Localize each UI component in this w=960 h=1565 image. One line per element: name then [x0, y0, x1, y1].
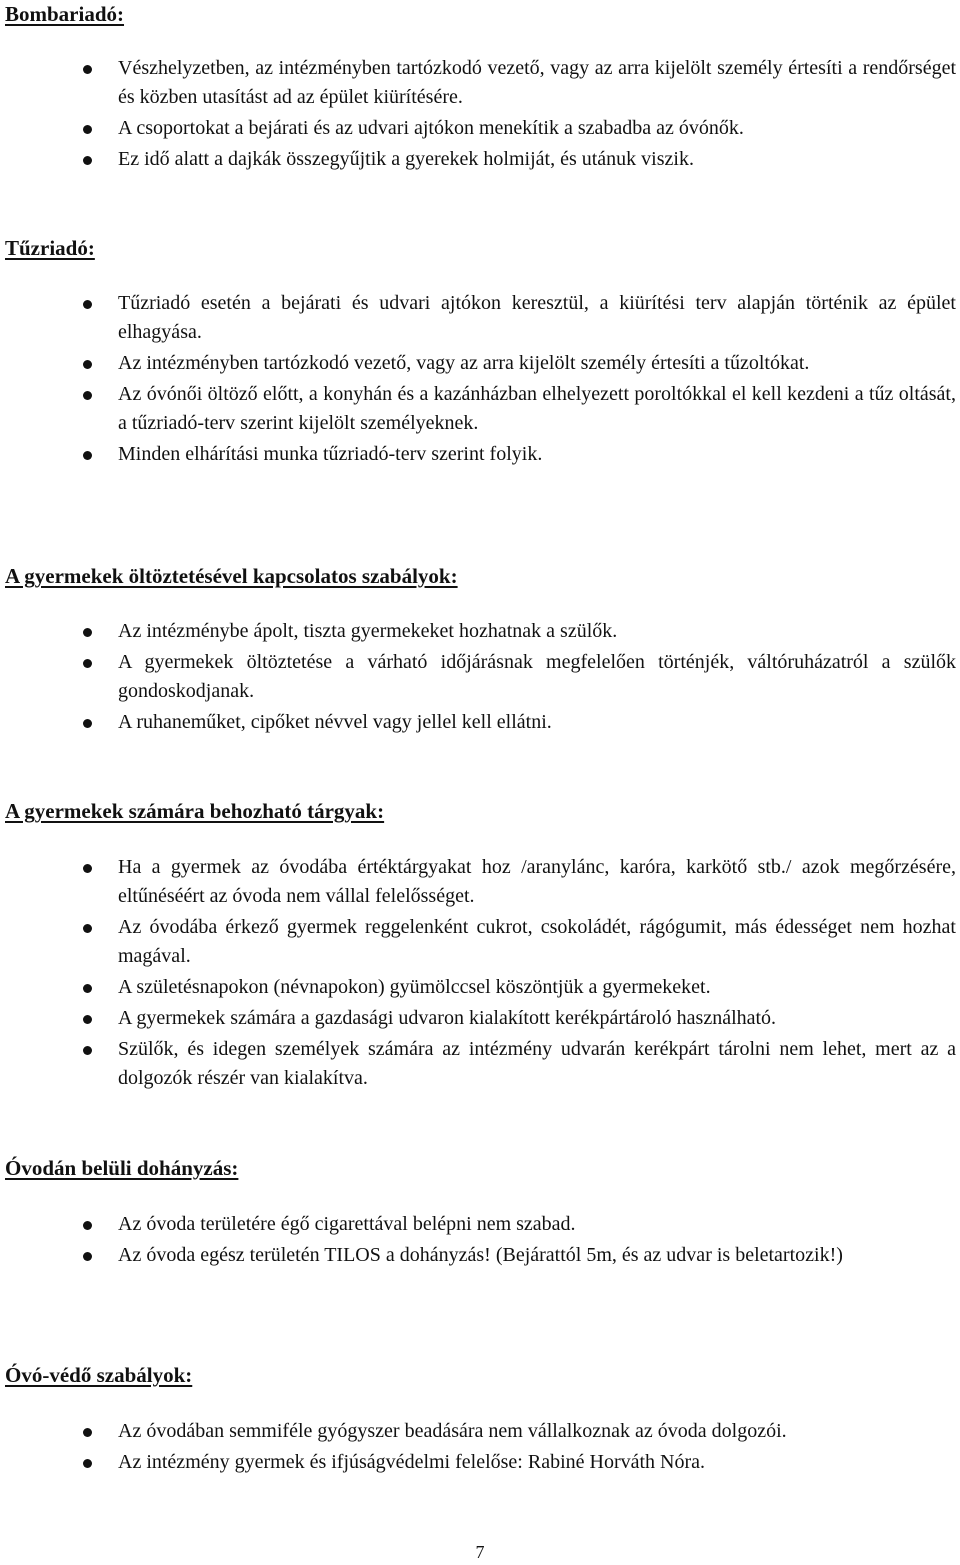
list-item: A gyermekek öltöztetése a várható időjárásnak megfelelően történjék, váltóruházatról a szülők gondoskodjanak.: [118, 648, 956, 706]
bullet-icon: [83, 864, 92, 873]
bullet-icon: [83, 924, 92, 933]
list-item: A csoportokat a bejárati és az udvari ajtókon menekítik a szabadba az óvónők.: [118, 114, 956, 143]
section-title-dohanyzas: Óvodán belüli dohányzás:: [5, 1156, 239, 1180]
list-item: Ez idő alatt a dajkák összegyűjtik a gyerekek holmiját, és utánuk viszik.: [118, 145, 956, 174]
bullet-icon: [83, 125, 92, 134]
list-item: Az óvoda egész területén TILOS a dohányzás! (Bejárattól 5m, és az udvar is beletartozik!): [118, 1241, 956, 1270]
bullet-icon: [83, 659, 92, 668]
bullet-icon: [83, 1015, 92, 1024]
section-title-tuzriado: Tűzriadó:: [5, 236, 95, 260]
bullet-icon: [83, 1046, 92, 1055]
section-title-bombariado: Bombariadó:: [5, 2, 125, 26]
list-item: Az óvónői öltöző előtt, a konyhán és a kazánházban elhelyezett poroltókkal el kell kezdeni a tűz oltását, a tűzriadó-terv szerint kijelölt személyeknek.: [118, 380, 956, 438]
list-item: Vészhelyzetben, az intézményben tartózkodó vezető, vagy az arra kijelölt személy értesíti a rendőrséget és közben utasítást ad az épület kiürítésére.: [118, 54, 956, 112]
list-item: Az intézménybe ápolt, tiszta gyermekeket hozhatnak a szülők.: [118, 617, 956, 646]
bullet-icon: [83, 984, 92, 993]
list-item: Tűzriadó esetén a bejárati és udvari ajtókon keresztül, a kiürítési terv alapján történik az épület elhagyása.: [118, 289, 956, 347]
list-item: A gyermekek számára a gazdasági udvaron kialakított kerékpártároló használható.: [118, 1004, 956, 1033]
bullet-icon: [83, 360, 92, 369]
bullet-icon: [83, 300, 92, 309]
bullet-icon: [83, 451, 92, 460]
bullet-icon: [83, 1428, 92, 1437]
list-item: Minden elhárítási munka tűzriadó-terv szerint folyik.: [118, 440, 956, 469]
bullet-list-bombariado: [0, 54, 960, 176]
bullet-icon: [83, 1221, 92, 1230]
bullet-icon: [83, 156, 92, 165]
section-title-ovo-vedo: Óvó-védő szabályok:: [5, 1363, 193, 1387]
page-number: 7: [475, 1542, 485, 1562]
bullet-icon: [83, 1252, 92, 1261]
bullet-list-oltoztetes: [0, 617, 960, 739]
bullet-icon: [83, 628, 92, 637]
list-item: Az óvodába érkező gyermek reggelenként cukrot, csokoládét, rágógumit, más édességet nem hozhat magával.: [118, 913, 956, 971]
bullet-list-ovo-vedo: [0, 1417, 960, 1479]
section-title-behozhato-targyak: A gyermekek számára behozható tárgyak:: [5, 799, 385, 823]
list-item: A ruhaneműket, cipőket névvel vagy jellel kell ellátni.: [118, 708, 956, 737]
list-item: Az óvoda területére égő cigarettával belépni nem szabad.: [118, 1210, 956, 1239]
bullet-list-tuzriado: [0, 289, 960, 471]
section-title-oltoztetes: A gyermekek öltöztetésével kapcsolatos szabályok:: [5, 564, 458, 588]
list-item: Az intézmény gyermek és ifjúságvédelmi felelőse: Rabiné Horváth Nóra.: [118, 1448, 956, 1477]
list-item: Szülők, és idegen személyek számára az intézmény udvarán kerékpárt tárolni nem lehet, mert az a dolgozók részér van kialakítva.: [118, 1035, 956, 1093]
bullet-icon: [83, 719, 92, 728]
bullet-list-behozhato-targyak: [0, 853, 960, 1095]
list-item: Az óvodában semmiféle gyógyszer beadására nem vállalkoznak az óvoda dolgozói.: [118, 1417, 956, 1446]
bullet-list-dohanyzas: [0, 1210, 960, 1272]
list-item: A születésnapokon (névnapokon) gyümölccsel köszöntjük a gyermekeket.: [118, 973, 956, 1002]
bullet-icon: [83, 1459, 92, 1468]
list-item: Az intézményben tartózkodó vezető, vagy az arra kijelölt személy értesíti a tűzoltókat.: [118, 349, 956, 378]
bullet-icon: [83, 391, 92, 400]
list-item: Ha a gyermek az óvodába értéktárgyakat hoz /aranylánc, karóra, karkötő stb./ azok megőrzésére, eltűnéséért az óvoda nem vállal felelősséget.: [118, 853, 956, 911]
bullet-icon: [83, 65, 92, 74]
